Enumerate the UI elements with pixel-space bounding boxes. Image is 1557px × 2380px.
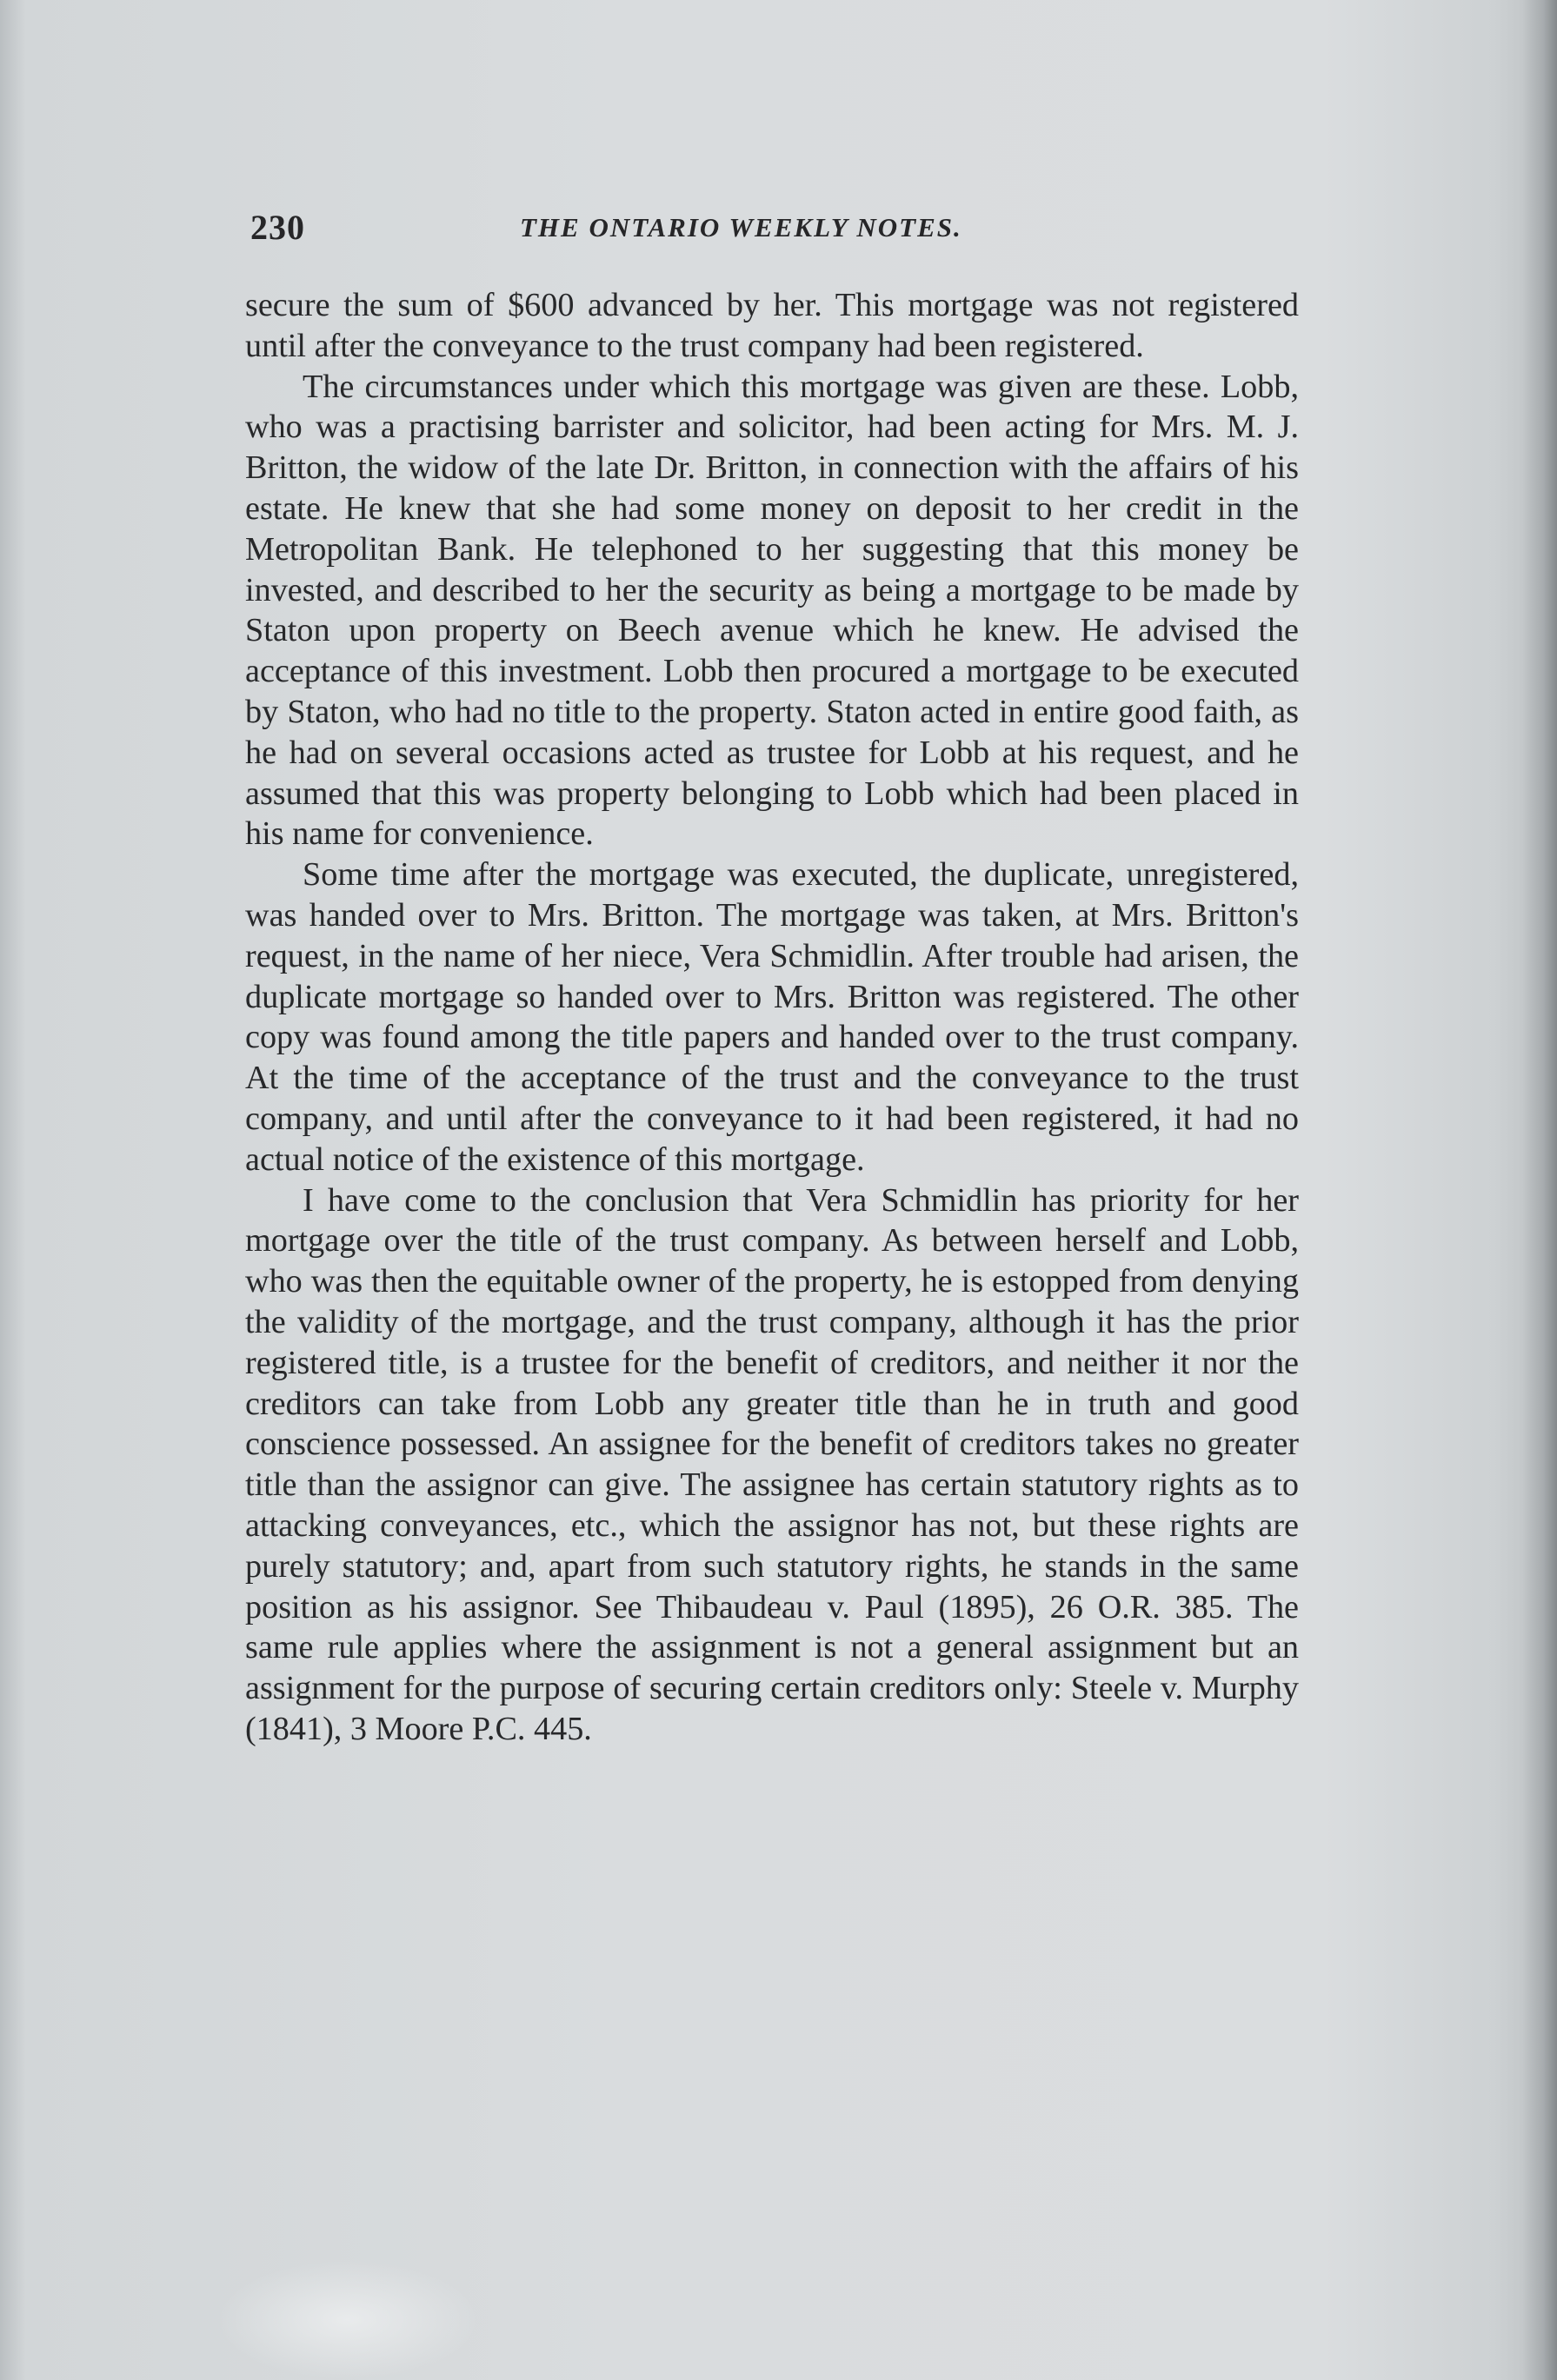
paragraph: The circumstances under which this mortgage was given are these. Lobb, who was a practising barrister and solicitor, had been acting for Mrs. M. J. Britton, the widow of the late Dr. Britton, in connection with the affairs of his estate. He knew that she had some money on deposit to her credit in the Metropolitan Bank. He telephoned to her suggesting that this money be invested, and described to her the security as being a mortgage to be made by Staton upon property on Beech avenue which he knew. He advised the acceptance of this investment. Lobb then procured a mortgage to be executed by Staton, who had no title to the property. Staton acted in entire good faith, as he had on several occasions acted as trustee for Lobb at his request, and he assumed that this was property belonging to Lobb which had been placed in his name for convenience. — [245, 368, 1299, 853]
page-edge — [1522, 0, 1557, 2380]
paragraph: Some time after the mortgage was executed, the duplicate, unregistered, was handed over to Mrs. Britton. The mortgage was taken, at Mrs. Britton's request, in the name of her niece, Vera Schmidlin. After trouble had arisen, the duplicate mortgage so handed over to Mrs. Britton was registered. The other copy was found among the title papers and handed over to the trust company. At the time of the acceptance of the trust and the conveyance to the trust company, and until after the conveyance to it had been registered, it had no actual notice of the existence of this mortgage. — [245, 856, 1299, 1178]
paper-smudge — [217, 2260, 478, 2380]
running-head: THE ONTARIO WEEKLY NOTES. — [520, 212, 962, 243]
spine-shadow — [0, 0, 26, 2380]
page-header — [250, 207, 1302, 259]
paragraph: I have come to the conclusion that Vera Schmidlin has priority for her mortgage over the title of the trust company. As between herself and Lobb, who was then the equitable owner of the property, he is estopped from denying the validity of the mortgage, and the trust company, although it has the prior registered title, is a trustee for the benefit of creditors, and neither it nor the creditors can take from Lobb any greater title than he in truth and good conscience possessed. An assignee for the benefit of creditors takes no greater title than the assignor can give. The assignee has certain statutory rights as to attacking conveyances, etc., which the assignor has not, but these rights are purely statutory; and, apart from such statutory rights, he stands in the same position as his assignor. See Thibaudeau v. Paul (1895), 26 O.R. 385. The same rule applies where the assignment is not a general assignment but an assignment for the purpose of securing certain creditors only: Steele v. Murphy (1841), 3 Moore P.C. 445. — [245, 1181, 1299, 1747]
paragraph-continued: secure the sum of $600 advanced by her. This mortgage was not registered until after the conveyance to the trust company had been registered. — [245, 287, 1299, 364]
body-text — [245, 285, 1299, 1750]
page-number: 230 — [250, 208, 305, 247]
